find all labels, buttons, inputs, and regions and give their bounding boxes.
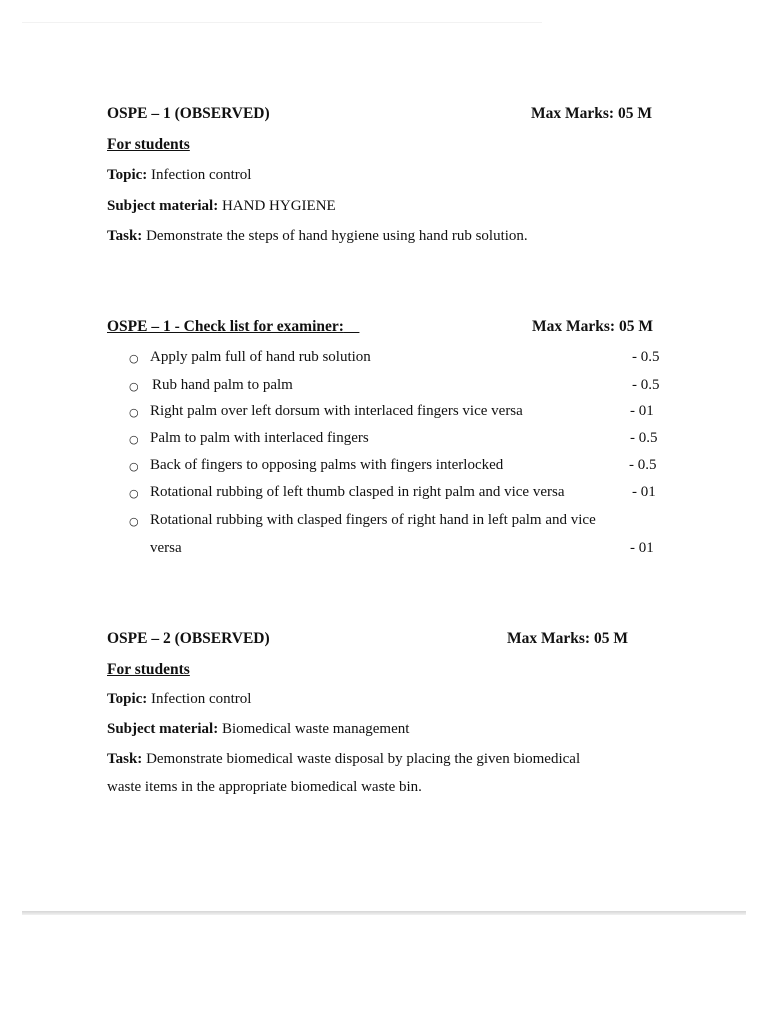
section2-task-label: Task: [107, 751, 143, 767]
bullet-icon: ○ [129, 487, 139, 500]
section1-topic-value: Infection control [151, 167, 252, 183]
checklist-item-mark: - 0.5 [630, 430, 658, 446]
bullet-icon: ○ [129, 380, 139, 393]
bullet-icon: ○ [129, 515, 139, 528]
section2-for-students: For students [107, 661, 190, 678]
checklist-item-mark: - 01 [630, 540, 654, 556]
checklist-item-text: Rub hand palm to palm [152, 377, 293, 393]
section1-task-value: Demonstrate the steps of hand hygiene using hand rub solution. [146, 228, 528, 244]
section2-task-value-line1: Demonstrate biomedical waste disposal by placing the given biomedical [146, 751, 581, 767]
section2-subject-line [107, 721, 409, 738]
section2-subject-label: Subject material: [107, 721, 219, 737]
section2-max-marks: Max Marks: 05 M [507, 630, 628, 647]
checklist-item-text: Apply palm full of hand rub solution [150, 349, 371, 365]
checklist-item-text: Rotational rubbing with clasped fingers of right hand in left palm and vice [150, 512, 596, 528]
page-bottom-edge [22, 911, 746, 915]
checklist-item-mark: - 01 [630, 403, 654, 419]
section1-subject-value: HAND HYGIENE [221, 198, 336, 214]
bullet-icon: ○ [129, 460, 139, 473]
section1-task-line [107, 228, 528, 245]
section2-topic-line [107, 691, 251, 708]
checklist-item-mark: - 01 [632, 484, 656, 500]
section1-max-marks: Max Marks: 05 M [531, 105, 652, 122]
bullet-icon: ○ [129, 406, 139, 419]
checklist-item-text: Back of fingers to opposing palms with fingers interlocked [150, 457, 504, 473]
section2-task-line [107, 751, 580, 768]
checklist-item-mark: - 0.5 [632, 349, 660, 365]
section1-topic-line [107, 167, 251, 184]
section2-topic-label: Topic: [107, 691, 148, 707]
section2-topic-value: Infection control [151, 691, 252, 707]
section1-subject-line [107, 198, 336, 215]
bullet-icon: ○ [129, 352, 139, 365]
section1-title: OSPE – 1 (OBSERVED) [107, 105, 270, 122]
section2-task-value-line2: waste items in the appropriate biomedical waste bin. [107, 779, 422, 795]
checklist-title: OSPE – 1 - Check list for examiner: [107, 318, 344, 335]
checklist-item-text-continued: versa [150, 540, 182, 556]
checklist-item-mark: - 0.5 [629, 457, 657, 473]
checklist-item-text: Right palm over left dorsum with interlaced fingers vice versa [150, 403, 523, 419]
bullet-icon: ○ [129, 433, 139, 446]
top-edge-line [22, 22, 542, 23]
section2-title: OSPE – 2 (OBSERVED) [107, 630, 270, 647]
checklist-item-text: Rotational rubbing of left thumb clasped in right palm and vice versa [150, 484, 565, 500]
checklist-item-mark: - 0.5 [632, 377, 660, 393]
section2-subject-value: Biomedical waste management [221, 721, 410, 737]
section1-task-label: Task: [107, 228, 143, 244]
section1-subject-label: Subject material: [107, 198, 219, 214]
checklist-max-marks: Max Marks: 05 M [532, 318, 653, 335]
checklist-item-text: Palm to palm with interlaced fingers [150, 430, 369, 446]
section1-for-students: For students [107, 136, 190, 153]
section1-topic-label: Topic: [107, 167, 148, 183]
